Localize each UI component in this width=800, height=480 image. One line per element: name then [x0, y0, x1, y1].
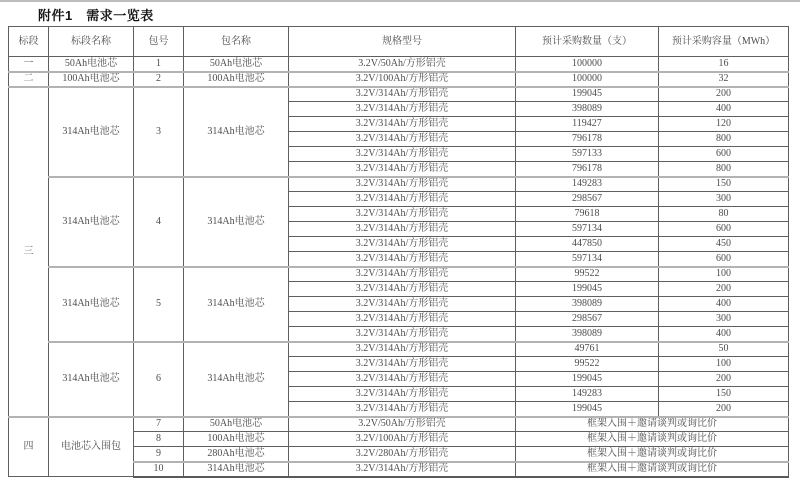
capacity-cell: 200 — [659, 87, 789, 102]
demand-table — [8, 26, 789, 478]
capacity-cell: 100 — [659, 267, 789, 282]
page-title: 附件1 需求一览表 — [38, 8, 154, 23]
qty-cell: 199045 — [516, 87, 659, 102]
spec-cell: 3.2V/314Ah/方形铝壳 — [289, 207, 516, 222]
capacity-cell: 200 — [659, 372, 789, 387]
capacity-cell: 600 — [659, 222, 789, 237]
spec-cell: 3.2V/314Ah/方形铝壳 — [289, 357, 516, 372]
qty-cell: 149283 — [516, 177, 659, 192]
qty-cell: 199045 — [516, 372, 659, 387]
package-name-cell: 50Ah电池芯 — [184, 417, 289, 432]
qty-cell: 597133 — [516, 147, 659, 162]
capacity-cell: 600 — [659, 252, 789, 267]
table-row — [9, 267, 789, 282]
spec-cell: 3.2V/314Ah/方形铝壳 — [289, 102, 516, 117]
qty-cell: 199045 — [516, 282, 659, 297]
package-no-cell: 5 — [134, 267, 184, 342]
section-cell: 三 — [9, 87, 49, 417]
package-no-cell: 9 — [134, 447, 184, 462]
qty-cell: 79618 — [516, 207, 659, 222]
section-name-cell: 电池芯入围包 — [49, 417, 134, 477]
qty-cell: 100000 — [516, 57, 659, 72]
package-name-cell: 314Ah电池芯 — [184, 267, 289, 342]
section-name-cell: 100Ah电池芯 — [49, 72, 134, 87]
spec-cell: 3.2V/280Ah/方形铝壳 — [289, 447, 516, 462]
table-row — [9, 87, 789, 102]
capacity-cell: 400 — [659, 327, 789, 342]
capacity-cell: 150 — [659, 177, 789, 192]
spec-cell: 3.2V/50Ah/方形铝壳 — [289, 417, 516, 432]
package-no-cell: 3 — [134, 87, 184, 177]
section-cell: 一 — [9, 57, 49, 72]
spec-cell: 3.2V/314Ah/方形铝壳 — [289, 267, 516, 282]
spec-cell: 3.2V/50Ah/方形铝壳 — [289, 57, 516, 72]
column-header-3: 包名称 — [184, 27, 289, 57]
capacity-cell: 400 — [659, 102, 789, 117]
table-row — [9, 417, 789, 432]
spec-cell: 3.2V/100Ah/方形铝壳 — [289, 72, 516, 87]
capacity-cell: 32 — [659, 72, 789, 87]
spec-cell: 3.2V/314Ah/方形铝壳 — [289, 222, 516, 237]
column-header-2: 包号 — [134, 27, 184, 57]
section-name-cell: 314Ah电池芯 — [49, 342, 134, 417]
window-top-divider — [0, 0, 800, 2]
capacity-cell: 300 — [659, 312, 789, 327]
qty-cell: 100000 — [516, 72, 659, 87]
column-header-4: 规格型号 — [289, 27, 516, 57]
capacity-cell: 100 — [659, 357, 789, 372]
spec-cell: 3.2V/314Ah/方形铝壳 — [289, 387, 516, 402]
package-name-cell: 50Ah电池芯 — [184, 57, 289, 72]
capacity-cell: 600 — [659, 147, 789, 162]
capacity-cell: 80 — [659, 207, 789, 222]
spec-cell: 3.2V/314Ah/方形铝壳 — [289, 282, 516, 297]
table-row — [9, 57, 789, 72]
spec-cell: 3.2V/314Ah/方形铝壳 — [289, 312, 516, 327]
spec-cell: 3.2V/100Ah/方形铝壳 — [289, 432, 516, 447]
capacity-cell: 200 — [659, 282, 789, 297]
spec-cell: 3.2V/314Ah/方形铝壳 — [289, 462, 516, 477]
column-header-0: 标段 — [9, 27, 49, 57]
qty-cell: 398089 — [516, 327, 659, 342]
column-header-5: 预计采购数量（支） — [516, 27, 659, 57]
spec-cell: 3.2V/314Ah/方形铝壳 — [289, 252, 516, 267]
qty-cell: 447850 — [516, 237, 659, 252]
qty-cell: 199045 — [516, 402, 659, 417]
procurement-method-cell: 框架入围＋邀请谈判或询比价 — [516, 417, 789, 432]
package-name-cell: 314Ah电池芯 — [184, 462, 289, 477]
package-no-cell: 4 — [134, 177, 184, 267]
package-no-cell: 7 — [134, 417, 184, 432]
qty-cell: 398089 — [516, 102, 659, 117]
qty-cell: 597134 — [516, 252, 659, 267]
package-no-cell: 1 — [134, 57, 184, 72]
qty-cell: 597134 — [516, 222, 659, 237]
package-no-cell: 2 — [134, 72, 184, 87]
table-row — [9, 72, 789, 87]
qty-cell: 796178 — [516, 132, 659, 147]
package-no-cell: 10 — [134, 462, 184, 477]
spec-cell: 3.2V/314Ah/方形铝壳 — [289, 87, 516, 102]
package-name-cell: 280Ah电池芯 — [184, 447, 289, 462]
spec-cell: 3.2V/314Ah/方形铝壳 — [289, 147, 516, 162]
capacity-cell: 300 — [659, 192, 789, 207]
procurement-method-cell: 框架入围＋邀请谈判或询比价 — [516, 432, 789, 447]
qty-cell: 298567 — [516, 312, 659, 327]
capacity-cell: 120 — [659, 117, 789, 132]
qty-cell: 398089 — [516, 297, 659, 312]
section-name-cell: 314Ah电池芯 — [49, 87, 134, 177]
spec-cell: 3.2V/314Ah/方形铝壳 — [289, 192, 516, 207]
capacity-cell: 150 — [659, 387, 789, 402]
header-row — [9, 27, 789, 57]
spec-cell: 3.2V/314Ah/方形铝壳 — [289, 297, 516, 312]
spec-cell: 3.2V/314Ah/方形铝壳 — [289, 327, 516, 342]
procurement-method-cell: 框架入围＋邀请谈判或询比价 — [516, 447, 789, 462]
spec-cell: 3.2V/314Ah/方形铝壳 — [289, 132, 516, 147]
spec-cell: 3.2V/314Ah/方形铝壳 — [289, 342, 516, 357]
capacity-cell: 400 — [659, 297, 789, 312]
package-name-cell: 314Ah电池芯 — [184, 177, 289, 267]
spec-cell: 3.2V/314Ah/方形铝壳 — [289, 372, 516, 387]
package-name-cell: 100Ah电池芯 — [184, 72, 289, 87]
section-name-cell: 314Ah电池芯 — [49, 177, 134, 267]
qty-cell: 298567 — [516, 192, 659, 207]
qty-cell: 49761 — [516, 342, 659, 357]
section-cell: 二 — [9, 72, 49, 87]
column-header-6: 预计采购容量（MWh） — [659, 27, 789, 57]
spec-cell: 3.2V/314Ah/方形铝壳 — [289, 402, 516, 417]
qty-cell: 149283 — [516, 387, 659, 402]
table-row — [9, 342, 789, 357]
capacity-cell: 800 — [659, 132, 789, 147]
package-no-cell: 8 — [134, 432, 184, 447]
section-name-cell: 50Ah电池芯 — [49, 57, 134, 72]
capacity-cell: 50 — [659, 342, 789, 357]
spec-cell: 3.2V/314Ah/方形铝壳 — [289, 162, 516, 177]
capacity-cell: 200 — [659, 402, 789, 417]
procurement-method-cell: 框架入围＋邀请谈判或询比价 — [516, 462, 789, 477]
column-header-1: 标段名称 — [49, 27, 134, 57]
spec-cell: 3.2V/314Ah/方形铝壳 — [289, 177, 516, 192]
spec-cell: 3.2V/314Ah/方形铝壳 — [289, 237, 516, 252]
package-name-cell: 314Ah电池芯 — [184, 87, 289, 177]
capacity-cell: 800 — [659, 162, 789, 177]
qty-cell: 796178 — [516, 162, 659, 177]
package-name-cell: 314Ah电池芯 — [184, 342, 289, 417]
table-body — [9, 57, 789, 477]
table-header — [9, 27, 789, 57]
qty-cell: 119427 — [516, 117, 659, 132]
qty-cell: 99522 — [516, 267, 659, 282]
spec-cell: 3.2V/314Ah/方形铝壳 — [289, 117, 516, 132]
capacity-cell: 450 — [659, 237, 789, 252]
table-row — [9, 177, 789, 192]
capacity-cell: 16 — [659, 57, 789, 72]
package-name-cell: 100Ah电池芯 — [184, 432, 289, 447]
section-cell: 四 — [9, 417, 49, 477]
package-no-cell: 6 — [134, 342, 184, 417]
qty-cell: 99522 — [516, 357, 659, 372]
section-name-cell: 314Ah电池芯 — [49, 267, 134, 342]
